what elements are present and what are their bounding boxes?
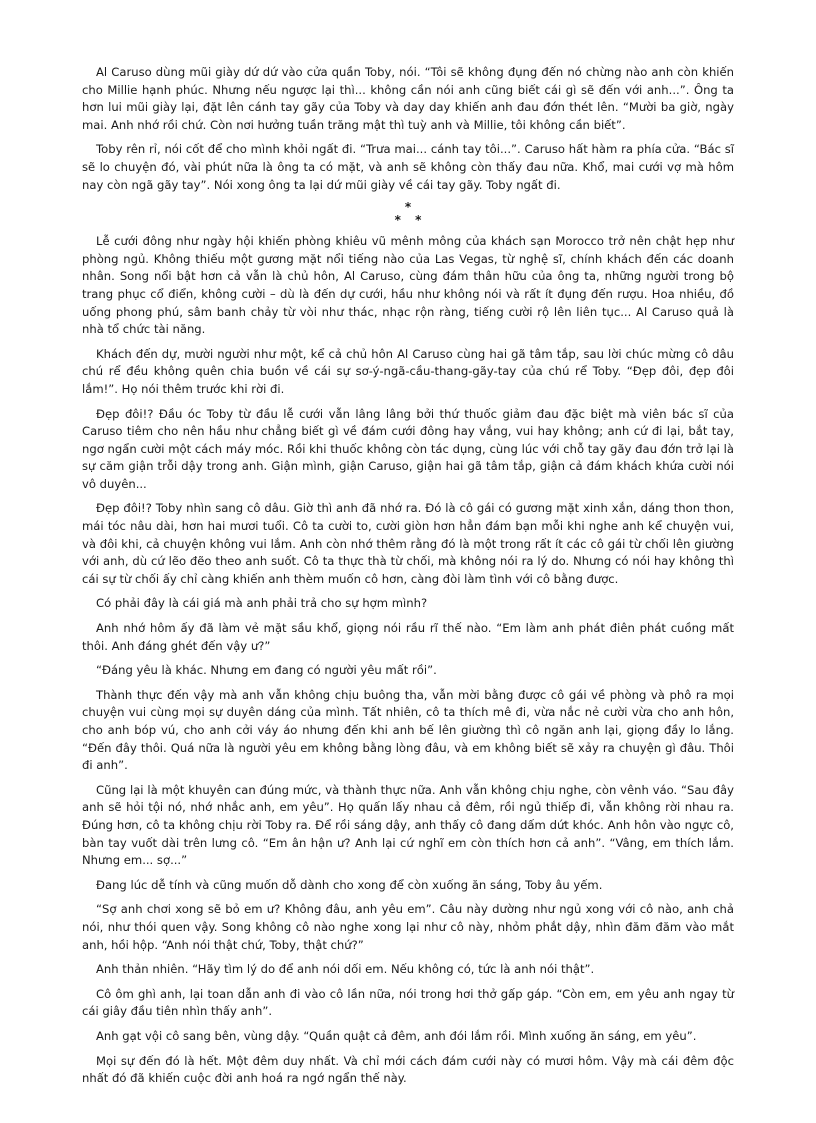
paragraph: Đang lúc dễ tính và cũng muốn dỗ dành cho xong để còn xuống ăn sáng, Toby âu yếm. [96,877,603,892]
section-separator [82,201,734,227]
paragraph: “Đáng yêu là khác. Nhưng em đang có người yêu mất rồi”. [96,663,437,678]
paragraph: Toby rên rỉ, nói cốt để cho mình khỏi ngất đi. “Trưa mai... cánh tay tôi...”. Caruso hất hàm ra phía cửa. “Bác sĩ sẽ lo chuyện đó, vài phút nữa là ông ta có mặt, và anh sẽ không còn thấy đau nữa. Khổ, mai cưới vợ mà hôm nay còn ngã gãy tay”. Nói xong ông ta lại dứ mũi giày về cái tay gãy. Toby ngất đi. [82,142,734,192]
paragraph: “Sợ anh chơi xong sẽ bỏ em ư? Không đâu, anh yêu em”. Câu này dường như ngủ xong với cô nào, anh chả nói, như thói quen vậy. Song không cô nào nghe xong lại như cô này, nhỏm phắt dậy, nhìn đăm đăm vào mắt anh, hồi hộp. “Anh nói thật chứ, Toby, thật chứ?” [82,902,734,952]
separator-bottom: * * [394,213,422,228]
paragraph: Anh thản nhiên. “Hãy tìm lý do để anh nói dối em. Nếu không có, tức là anh nói thật”. [96,962,595,977]
paragraph: Thành thực đến vậy mà anh vẫn không chịu buông tha, vẫn mời bằng được cô gái về phòng và phô ra mọi chuyện vui cùng mọi sự duyên dáng của mình. Tất nhiên, cô ta thích mê đi, vừa nắc nẻ cười vừa cho anh hôn, cho anh bóp vú, cho anh cởi váy áo nhưng đến khi anh bế lên giường thì cô ngăn anh lại, giọng đầy lo lắng. “Đến đây thôi. Quá nữa là người yêu em không bằng lòng đâu, và em không biết sẽ xảy ra chuyện gì đâu. Thôi đi anh”. [82,687,734,773]
paragraph: Khách đến dự, mười người như một, kể cả chủ hôn Al Caruso cùng hai gã tâm tắp, sau lời chúc mừng cô dâu chú rể đều không quên chia buồn về cái sự sơ-ý-ngã-cầu-thang-gãy-tay của chú rể Toby. “Đẹp đôi, đẹp đôi lắm!”. Họ nói thêm trước khi rời đi. [82,346,734,396]
paragraph: Có phải đây là cái giá mà anh phải trả cho sự hợm mình? [96,596,428,611]
paragraph: Lễ cưới đông như ngày hội khiến phòng khiêu vũ mênh mông của khách sạn Morocco trở nên chật hẹp như phòng ngủ. Không thiếu một gương mặt nổi tiếng nào của Las Vegas, từ nghệ sĩ, chính khách đến các doanh nhân. Song nổi bật hơn cả vẫn là chủ hôn, Al Caruso, cùng đám thân hữu của ông ta, những người trong bộ trang phục cổ điển, không cười – dù là đến dự cưới, hầu như không nói và rất ít đụng đến rượu. Hoa nhiều, đồ uống phong phú, sâm banh chảy từ vòi như thác, nhạc rộn ràng, tiếng cười rộ lên liên tục... Al Caruso quả là nhà tổ chức tài năng. [82,234,734,337]
paragraph: Cũng lại là một khuyên can đúng mức, và thành thực nữa. Anh vẫn không chịu nghe, còn vênh váo. “Sau đây anh sẽ hỏi tội nó, nhớ nhắc anh, em yêu”. Họ quấn lấy nhau cả đêm, rồi ngủ thiếp đi, vẫn không rời nhau ra. Đúng hơn, cô ta không chịu rời Toby ra. Để rồi sáng dậy, anh thấy cô đang dấm dứt khóc. Anh hôn vào ngực cô, bàn tay vuốt dài trên lưng cô. “Em ân hận ư? Anh lại cứ nghĩ em còn thích hơn cả anh”. “Vâng, em thích lắm. Nhưng em... sợ...” [82,782,734,868]
document-page [82,64,734,1095]
separator-top: * [404,200,412,215]
paragraph: Anh nhớ hôm ấy đã làm vẻ mặt sầu khổ, giọng nói rầu rĩ thế nào. “Em làm anh phát điên phát cuồng mất thôi. Anh đáng ghét đến vậy ư?” [82,621,734,653]
paragraph: Al Caruso dùng mũi giày dứ dứ vào cửa quần Toby, nói. “Tôi sẽ không đụng đến nó chừng nào anh còn khiến cho Millie hạnh phúc. Nhưng nếu ngược lại thì... không cần nói anh cũng biết cái gì sẽ đến với anh...”. Ông ta hơn lui mũi giày lại, đặt lên cánh tay gãy của Toby và day day khiến anh đau đớn thét lên. “Mười ba giờ, ngày mai. Anh nhớ rồi chứ. Còn nơi hưởng tuần trăng mật thì tuỳ anh và Millie, tôi không cần biết”. [82,65,734,132]
paragraph: Đẹp đôi!? Toby nhìn sang cô dâu. Giờ thì anh đã nhớ ra. Đó là cô gái có gương mặt xinh xắn, dáng thon thon, mái tóc nâu dài, hơn hai mươi tuổi. Cô ta cười to, cười giòn hơn hẳn đám bạn mỗi khi nghe anh kể chuyện vui, và đôi khi, cả chuyện không vui lắm. Anh còn nhớ thêm rằng đó là một trong rất ít các cô gái từ chối lên giường với anh, dù cứ lẽo đẽo theo anh suốt. Cô ta thực thà từ chối, mà không nói ra lý do. Nhưng có nói hay không thì cái sự từ chối ấy chỉ càng khiến anh thèm muốn cô hơn, càng đòi làm tình với cô bằng được. [82,501,734,586]
paragraph: Mọi sự đến đó là hết. Một đêm duy nhất. Và chỉ mới cách đám cưới này có mươi hôm. Vậy mà cái đêm độc nhất đó đã khiến cuộc đời anh hoá ra ngớ ngẩn thế này. [82,1053,734,1086]
paragraph: Anh gạt vội cô sang bên, vùng dậy. “Quần quật cả đêm, anh đói lắm rồi. Mình xuống ăn sáng, em yêu”. [96,1028,697,1043]
paragraph: Cô ôm ghì anh, lại toan dẫn anh đi vào cô lần nữa, nói trong hơi thở gấp gáp. “Còn em, em yêu anh ngay từ cái giây đầu tiên nhìn thấy anh”. [82,986,734,1019]
paragraph: Đẹp đôi!? Đầu óc Toby từ đầu lễ cưới vẫn lâng lâng bởi thứ thuốc giảm đau đặc biệt mà viên bác sĩ của Caruso tiêm cho nên hầu như chẳng biết gì về đám cưới đông hay vắng, vui hay không; anh cứ đi lại, bắt tay, ngơ ngẩn cười một cách máy móc. Rồi khi thuốc không còn tác dụng, cùng lúc với chỗ tay gãy đau đớn trở lại là sự căm giận trỗi dậy trong anh. Giận mình, giận Caruso, giận hai gã tâm tắp, giận cả đám khách khứa cười nói vô duyên... [82,406,734,491]
